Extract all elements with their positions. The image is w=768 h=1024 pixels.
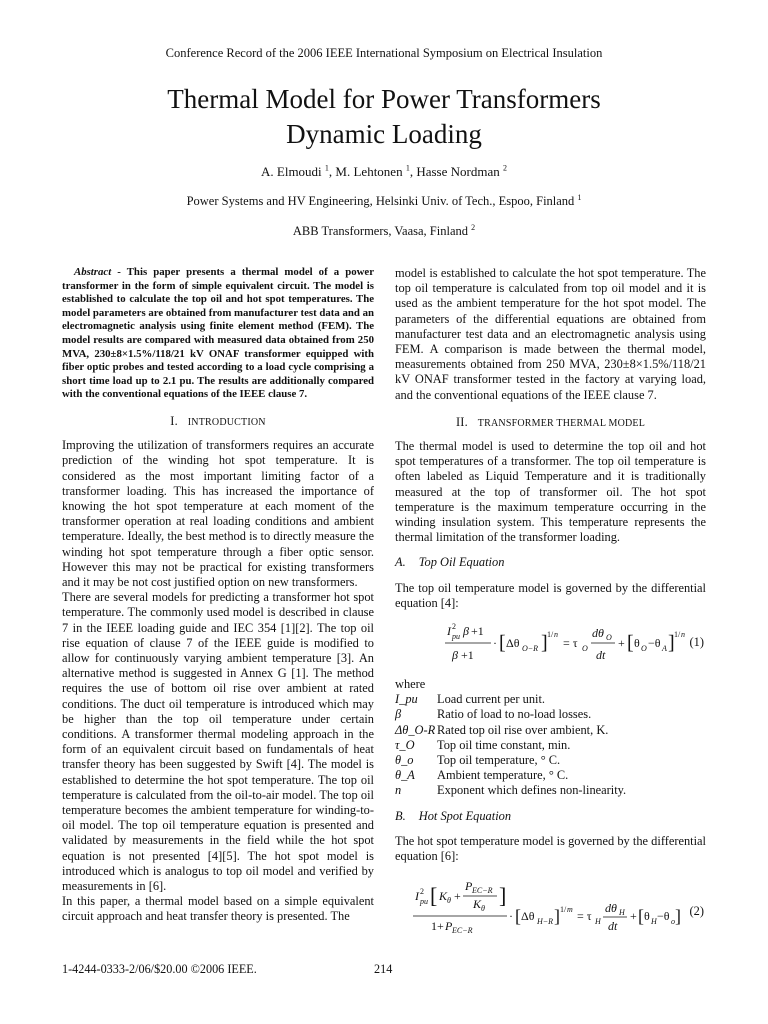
svg-text:+1: +1	[461, 648, 474, 663]
svg-text:[: [	[627, 632, 634, 655]
author-affil-mark: 1	[405, 163, 410, 173]
svg-text:]: ]	[675, 906, 681, 927]
svg-text:−θ: −θ	[648, 636, 661, 651]
svg-text:K: K	[473, 897, 482, 912]
svg-text:·: ·	[509, 909, 513, 924]
svg-text:pu: pu	[420, 897, 428, 907]
svg-text:]: ]	[554, 906, 560, 927]
author-affil-mark: 2	[502, 163, 507, 173]
svg-text:H−R: H−R	[537, 917, 554, 927]
svg-text:2: 2	[452, 622, 456, 632]
svg-text:[: [	[515, 906, 521, 927]
svg-text:EC−R: EC−R	[452, 926, 473, 935]
svg-text:O: O	[606, 633, 612, 643]
svg-text:K: K	[439, 889, 448, 904]
svg-text:1+: 1+	[431, 919, 444, 934]
author-name: M. Lehtonen	[335, 164, 403, 179]
svg-text:H: H	[595, 917, 601, 927]
svg-text:+: +	[630, 909, 637, 924]
variable-row: θ_o Top oil temperature, ° C.	[395, 753, 561, 768]
section-title: INTRODUCTION	[187, 416, 266, 428]
variable-definitions	[395, 677, 706, 799]
copyright-footer: 1-4244-0333-2/06/$20.00 ©2006 IEEE.	[62, 962, 257, 976]
svg-text:]: ]	[499, 883, 507, 909]
svg-text:P: P	[445, 919, 453, 934]
equation-1-formula	[395, 617, 685, 671]
svg-text:1/: 1/	[674, 630, 681, 640]
svg-text:θ: θ	[634, 636, 640, 651]
where-label: where	[395, 677, 426, 692]
svg-text:pu: pu	[452, 632, 460, 642]
equation-number: (2)	[689, 904, 704, 919]
svg-text:m: m	[567, 905, 573, 915]
svg-text:−θ: −θ	[657, 909, 670, 924]
left-column	[62, 266, 374, 925]
svg-text:I: I	[415, 889, 419, 904]
equation-1	[395, 617, 706, 671]
paper-title	[0, 82, 768, 152]
svg-text:dθ: dθ	[605, 901, 617, 916]
variable-row: θ_A Ambient temperature, ° C.	[395, 768, 569, 783]
svg-text:]: ]	[668, 632, 675, 655]
subsection-heading-hot-spot: B. Hot Spot Equation	[395, 808, 512, 823]
svg-text:= τ: = τ	[577, 909, 592, 924]
title-line-1: Thermal Model for Power Transformers	[167, 84, 601, 114]
title-line-2: Dynamic Loading	[286, 119, 482, 149]
svg-text:[: [	[430, 883, 438, 909]
svg-text:β: β	[452, 648, 458, 663]
svg-text:n: n	[554, 630, 558, 640]
affil-mark: 2	[471, 222, 476, 232]
intro-continuation: model is established to calculate the hot spot temperature. The top oil temperature is calculated from top oil model and it is used as the ambient temperature for the hot spot model. The parameters of the differential equations are obtained from manufacturer test data and an electromagnetic analysis using FEM. A comparison is made between the thermal model, measurements obtained from 250 MVA, 230±8×1.5%/118/21 kV ONAF transformer tested in the factory at varying load, and the conventional equations of the IEEE clause 7.	[395, 266, 706, 402]
conference-header: Conference Record of the 2006 IEEE International Symposium on Electrical Insulation	[165, 46, 603, 60]
section-title: TRANSFORMER THERMAL MODEL	[477, 417, 646, 429]
svg-text:I: I	[447, 624, 451, 639]
subsection-heading-top-oil: A. Top Oil Equation	[395, 555, 505, 570]
intro-paragraph-3: In this paper, a thermal model based on a simple equivalent circuit approach and heat transfer theory is presented. The	[62, 894, 374, 924]
svg-text:·: ·	[493, 636, 497, 651]
svg-text:1/: 1/	[547, 630, 554, 640]
abstract-text: - This paper presents a thermal model of a power transformer in the form of simple equivalent circuit. The model is established to calculate the top oil and hot spot temperatures. The model parameters are obtained from manufacturer test data and an electromagnetic analysis using finite element method (FEM). The model results are compared with measured data obtained from 250 MVA, 230±8×1.5%/118/21 kV ONAF transformer equipped with fiber optic probes and tested according to a load cycle comprising a short time load up to 2.1 pu. The results are additionally compared with the conventional equations of the IEEE clause 7.	[62, 266, 374, 401]
svg-text:+1: +1	[471, 624, 484, 639]
svg-text:dt: dt	[596, 648, 606, 663]
svg-text:P: P	[465, 879, 473, 894]
svg-text:n: n	[681, 630, 685, 640]
page-number: 214	[374, 962, 393, 976]
svg-text:H: H	[619, 908, 625, 918]
svg-text:+: +	[454, 889, 461, 904]
svg-text:β: β	[463, 624, 469, 639]
svg-text:θ: θ	[447, 896, 451, 906]
svg-text:1/: 1/	[560, 905, 567, 915]
svg-text:Δθ: Δθ	[506, 636, 520, 651]
svg-text:O: O	[641, 644, 647, 654]
equation-number: (1)	[689, 635, 704, 650]
variable-row: Δθ_O-R Rated top oil rise over ambient, K.	[395, 722, 609, 737]
svg-text:dt: dt	[608, 919, 618, 934]
thermal-model-paragraph: The thermal model is used to determine the top oil and hot spot temperatures of a transformer. The top oil temperature is often labeled as Liquid Temperature and it is traditionally measured at the top of transformer oil. The hot spot temperature is the maximum temperature occurring in the winding insulation system. This temperature represents the thermal limitation of the transformer loading.	[395, 439, 706, 545]
svg-text:[: [	[638, 906, 644, 927]
variable-row: β Ratio of load to no-load losses.	[395, 707, 592, 722]
author-name: A. Elmoudi	[261, 164, 322, 179]
affil-mark: 1	[577, 192, 582, 202]
author-affil-mark: 1	[324, 163, 329, 173]
affiliation-2: ABB Transformers, Vaasa, Finland $^2$	[292, 222, 476, 238]
right-column	[395, 266, 706, 938]
svg-text:EC−R: EC−R	[472, 886, 493, 896]
section-heading-thermal-model: II. TRANSFORMER THERMAL MODEL	[455, 414, 646, 429]
svg-text:Δθ: Δθ	[521, 909, 535, 924]
intro-paragraph-1: Improving the utilization of transformers requires an accurate prediction of the winding hot spot temperature. It is considered as the most important limiting factor of a transformer loading. This has increased the importance of knowing the hot spot temperature at each moment of the transformer operation at real loading conditions and ambient temperature. Ideally, the best method is to directly measure the winding hot spot temperature through a fiber optic sensor. However this may not be practical for existing transformers and it may be not cost justified option on new transformers.	[62, 438, 374, 589]
abstract	[62, 266, 374, 402]
hot-spot-text: The hot spot temperature model is governed by the differential equation [6]:	[395, 833, 706, 864]
svg-text:o: o	[671, 917, 675, 927]
svg-text:[: [	[499, 632, 506, 655]
svg-text:A: A	[662, 644, 667, 654]
top-oil-text: The top oil temperature model is governed by the differential equation [4]:	[395, 580, 706, 610]
svg-text:2: 2	[420, 887, 424, 897]
svg-text:θ: θ	[644, 909, 650, 924]
author-name: Hasse Nordman	[416, 164, 500, 179]
equation-2	[395, 874, 706, 934]
author-list: A. Elmoudi $^1$, M. Lehtonen $^1$, Hasse Nordman $^2$	[261, 163, 507, 179]
intro-paragraph-2: There are several models for predicting a transformer hot spot temperature. The commonly used model is described in clause 7 in the IEEE loading guide and IEC 354 [1][2]. The top oil rise equation of clause 7 of the IEEE guide is modified to allow for continuously varying ambient temperature [3]. An alternative method is suggested in Annex G [1]. The method requires the use of bottom oil rise over ambient at rated conditions. The duct oil temperature is introduced which may be higher than the top oil temperature under certain conditions. A transformer thermal modeling approach in the form of an equivalent circuit based on fundamentals of heat transfer theory has been suggested by Swift [4]. The model is established to determine the hot spot temperature. The top oil temperature is calculated from the oil-to-air model. The top oil temperature becomes the ambient temperature for winding-to-oil model. The top oil temperature equation is presented and validated by measurements in the field while the hot spot equation is not presented [4][5]. The hot spot model is introduced which is analogus to top oil model and verified by measurements in [6].	[62, 590, 374, 894]
equation-2-formula	[395, 874, 685, 934]
svg-text:= τ: = τ	[563, 636, 578, 651]
section-heading-introduction: I. INTRODUCTION	[170, 413, 266, 428]
variable-row: n Exponent which defines non-linearity.	[395, 783, 627, 798]
svg-text:O−R: O−R	[522, 644, 539, 654]
svg-text:θ: θ	[481, 904, 485, 914]
abstract-lead: Abstract	[74, 266, 112, 278]
variable-row: τ_O Top oil time constant, min.	[395, 737, 571, 752]
svg-text:]: ]	[541, 632, 548, 655]
svg-text:+: +	[618, 636, 625, 651]
variable-row: I_pu Load current per unit.	[395, 692, 546, 707]
svg-text:dθ: dθ	[592, 626, 604, 641]
svg-text:H: H	[651, 917, 657, 927]
svg-text:O: O	[582, 644, 588, 654]
affiliation-1: Power Systems and HV Engineering, Helsinki Univ. of Tech., Espoo, Finland $^1$	[186, 192, 582, 208]
